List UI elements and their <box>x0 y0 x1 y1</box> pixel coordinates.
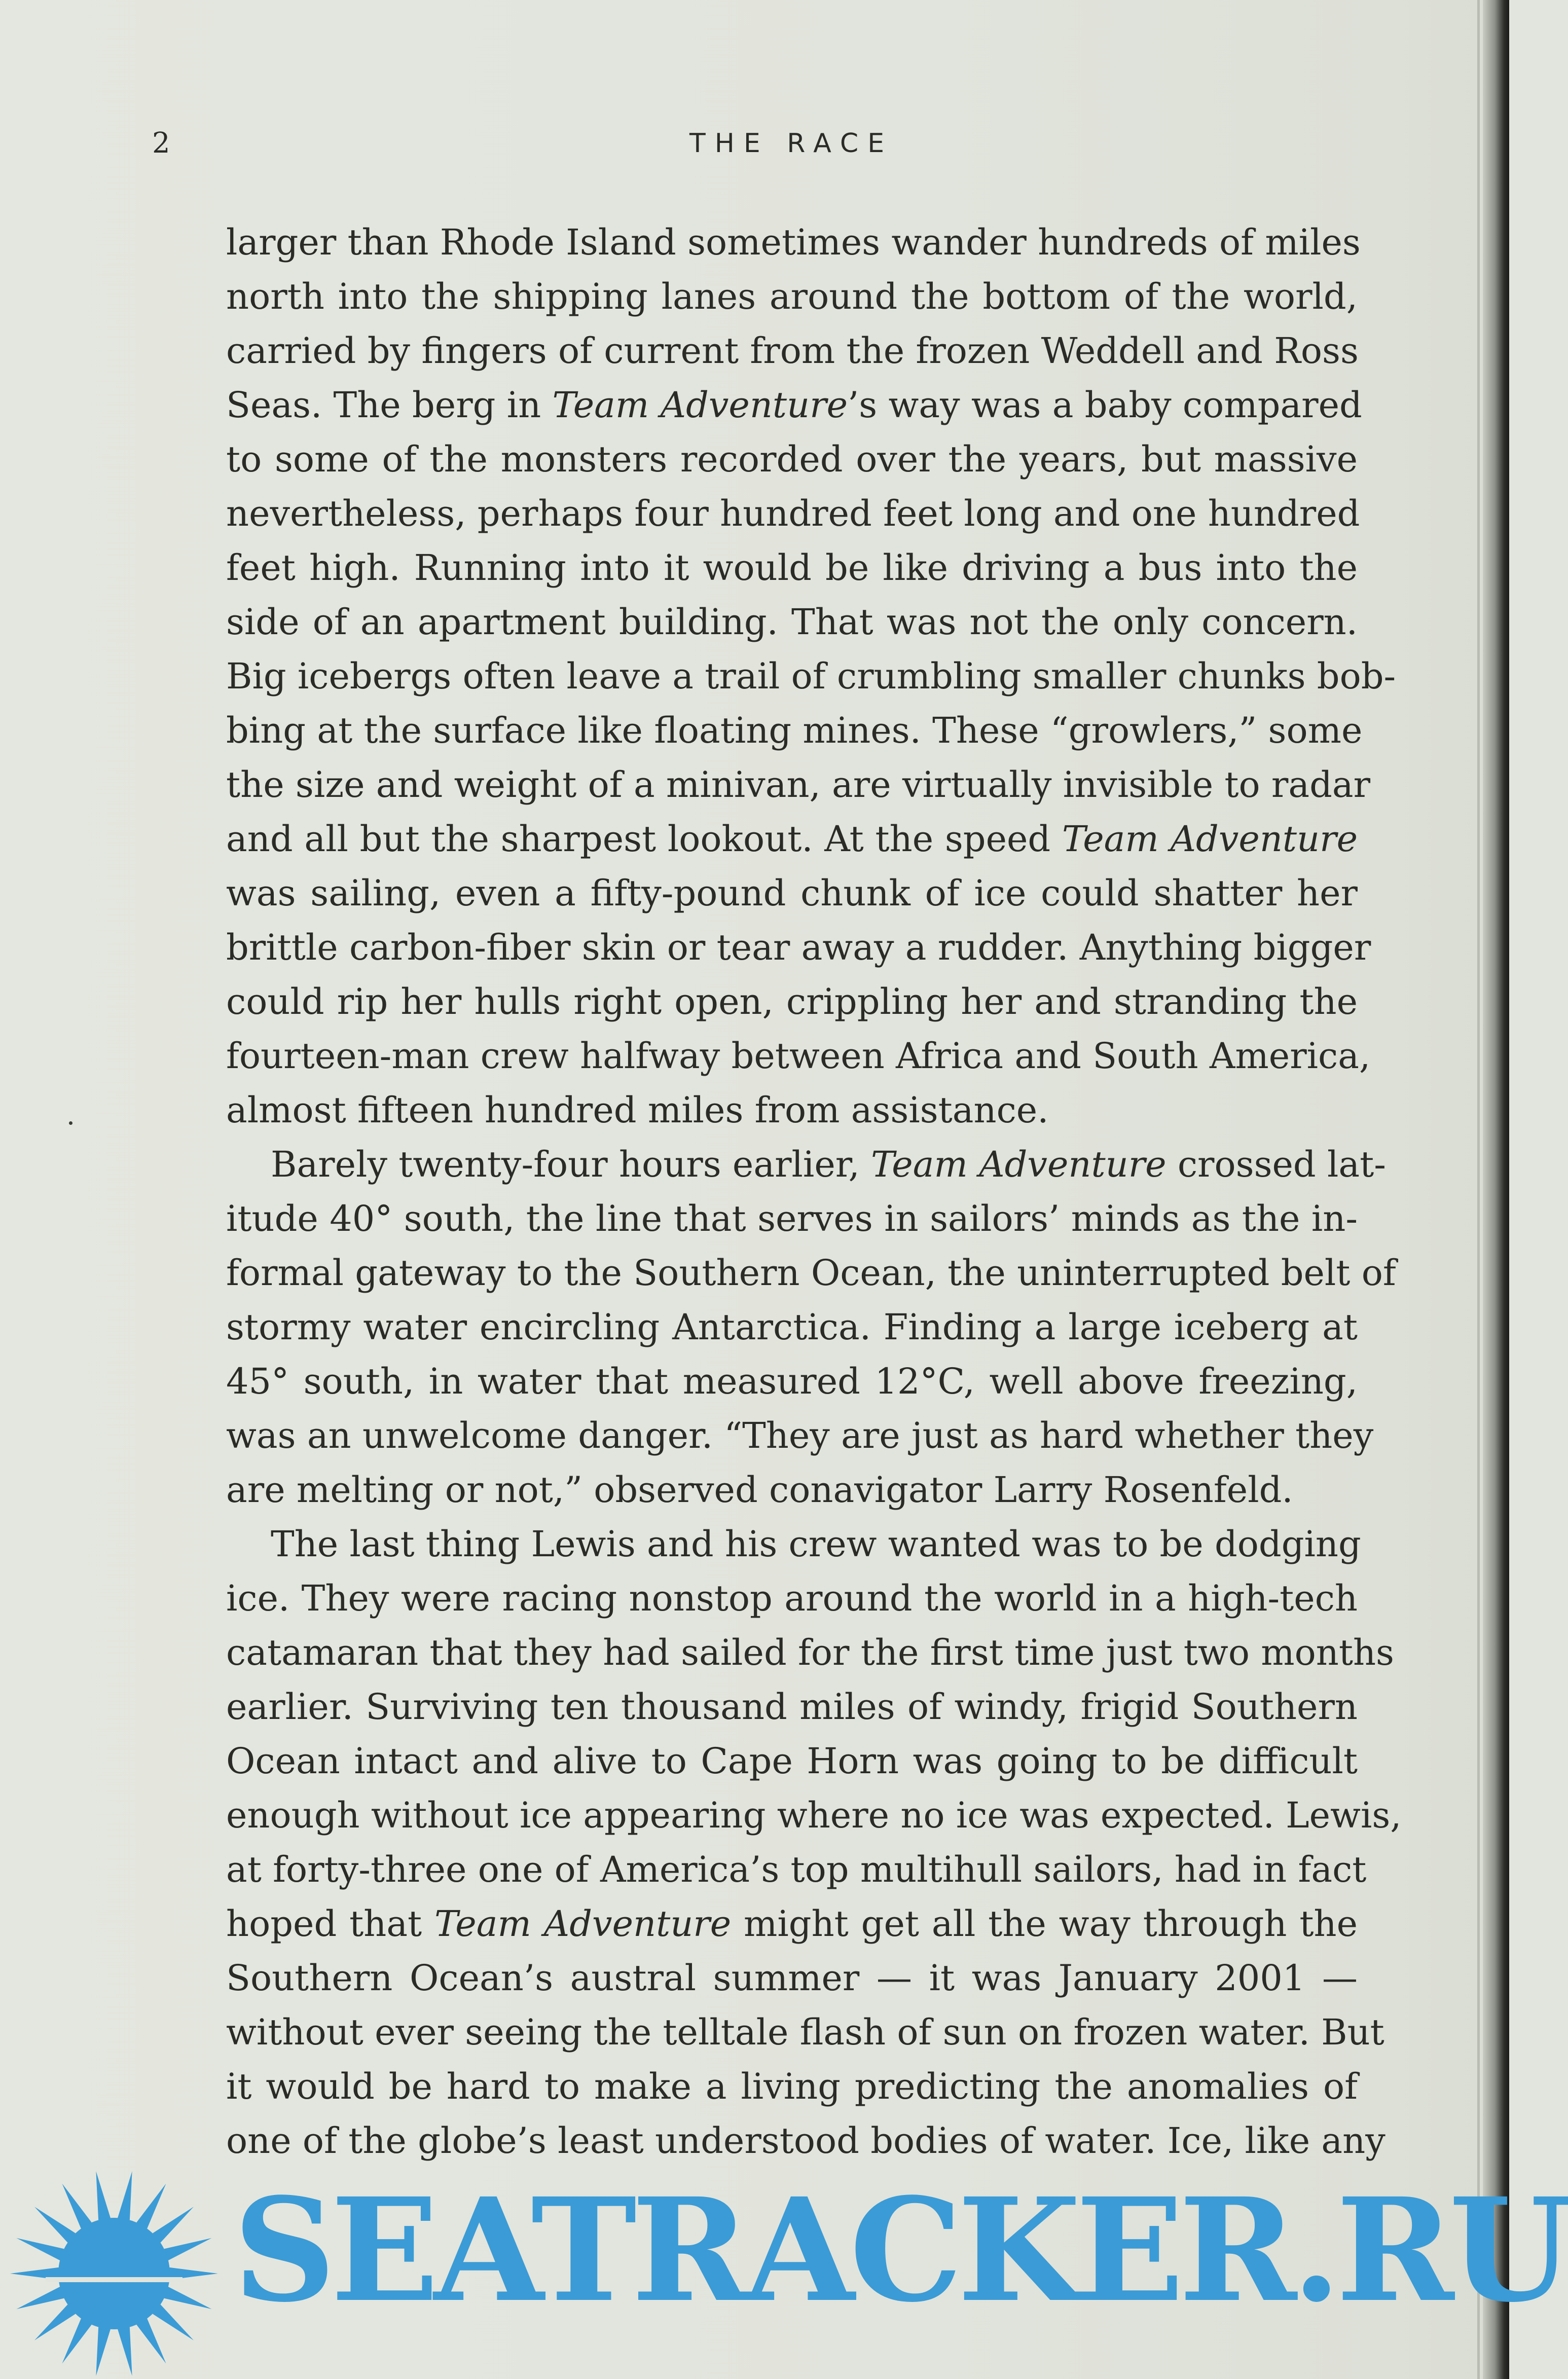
text-run: one of the globe’s least understood bodies of water. Ice, like any <box>226 2120 1385 2162</box>
italic-text: Team Adventure <box>552 384 848 426</box>
text-run: it would be hard to make a living predicting the anomalies of <box>226 2066 1358 2107</box>
text-run: to some of the monsters recorded over the years, but massive <box>226 438 1358 480</box>
sun-ray <box>164 2287 212 2309</box>
text-line <box>226 649 1396 704</box>
watermark <box>0 2149 1568 2379</box>
text-line <box>226 432 1358 487</box>
italic-text: Team Adventure <box>434 1903 732 1945</box>
text-run: Ocean intact and alive to Cape Horn was going to be difficult <box>226 1740 1358 1782</box>
text-run: Barely twenty-four hours earlier, <box>271 1144 871 1185</box>
sun-ray <box>62 2183 92 2228</box>
text-line <box>226 1192 1358 1246</box>
text-run: brittle carbon-fiber skin or tear away a rudder. Anything bigger <box>226 927 1371 968</box>
text-line <box>226 595 1358 649</box>
text-line <box>226 215 1361 270</box>
text-line <box>226 1517 1361 1571</box>
sun-ray <box>96 2327 111 2376</box>
text-line <box>226 2005 1384 2060</box>
text-line <box>226 1897 1358 1951</box>
text-line <box>226 866 1358 921</box>
text-line <box>226 758 1371 812</box>
text-line <box>226 324 1358 378</box>
text-run: crossed lat- <box>1166 1144 1386 1185</box>
sun-ray <box>164 2238 212 2260</box>
text-run: almost fifteen hundred miles from assistance. <box>226 1089 1049 1131</box>
text-run: enough without ice appearing where no ice was expected. Lewis, <box>226 1795 1402 1836</box>
text-run: itude 40° south, the line that serves in sailors’ minds as the in- <box>226 1198 1358 1239</box>
italic-text: Team Adventure <box>1062 818 1358 860</box>
sun-ray <box>16 2287 64 2309</box>
text-line <box>226 487 1358 541</box>
sun-ray <box>136 2183 166 2228</box>
sun-ray <box>136 2319 166 2364</box>
text-run: stormy water encircling Antarctica. Finding a large iceberg at <box>226 1306 1358 1348</box>
text-run: bing at the surface like floating mines. These “growlers,” some <box>226 710 1363 751</box>
text-run: larger than Rhode Island sometimes wander hundreds of miles <box>226 222 1361 263</box>
sun-ray <box>16 2238 64 2260</box>
watermark-text: SEATRACKER.RU <box>233 2167 1568 2334</box>
text-run: fourteen-man crew halfway between Africa and South America, <box>226 1035 1371 1077</box>
text-line <box>226 1138 1386 1192</box>
sun-ray <box>153 2207 194 2243</box>
text-run: without ever seeing the telltale flash of sun on frozen water. But <box>226 2011 1384 2053</box>
text-run: The last thing Lewis and his crew wanted was to be dodging <box>271 1523 1361 1565</box>
text-run: Southern Ocean’s austral summer — it was January 2001 — <box>226 1957 1358 1999</box>
page-number: 2 <box>152 127 171 160</box>
sun-ray <box>118 2171 132 2220</box>
text-line <box>226 1409 1374 1463</box>
sun-ray <box>34 2304 76 2340</box>
page-header <box>0 121 1509 166</box>
text-run: ’s way was a baby compared <box>848 384 1362 426</box>
text-run: carried by fingers of current from the frozen Weddell and Ross <box>226 330 1359 372</box>
text-run: catamaran that they had sailed for the first time just two months <box>226 1632 1394 1673</box>
text-line <box>226 270 1358 324</box>
text-line <box>226 1083 1358 1138</box>
text-run: might get all the way through the <box>731 1903 1358 1945</box>
sun-ray <box>34 2207 76 2243</box>
text-line <box>226 2060 1358 2114</box>
text-run: ice. They were racing nonstop around the world in a high-tech <box>226 1578 1358 1619</box>
text-run: side of an apartment building. That was not the only concern. <box>226 601 1358 643</box>
running-head: THE RACE <box>689 128 894 159</box>
text-line <box>226 1029 1371 1083</box>
text-line <box>226 921 1371 975</box>
text-run: was an unwelcome danger. “They are just as hard whether they <box>226 1415 1374 1456</box>
book-binding-edge <box>1483 0 1509 2379</box>
sun-ray <box>62 2319 92 2364</box>
text-line <box>226 378 1362 432</box>
text-run: feet high. Running into it would be like driving a bus into the <box>226 547 1358 589</box>
binding-line <box>1477 0 1480 2379</box>
text-run: at forty-three one of America’s top multihull sailors, had in fact <box>226 1849 1367 1890</box>
text-line <box>226 1246 1396 1300</box>
text-run: hoped that <box>226 1903 435 1945</box>
stray-mark <box>69 1121 72 1125</box>
text-line <box>226 1843 1367 1897</box>
text-line <box>226 1355 1358 1409</box>
text-line <box>226 1734 1358 1788</box>
sun-ray <box>153 2304 194 2340</box>
text-line <box>226 1680 1358 1734</box>
body-text <box>226 215 1402 2168</box>
sun-ray <box>118 2327 132 2376</box>
text-line <box>226 1951 1358 2005</box>
text-line <box>226 704 1363 758</box>
text-run: 45° south, in water that measured 12°C, well above freezing, <box>226 1361 1358 1402</box>
text-line <box>226 1571 1358 1626</box>
italic-text: Team Adventure <box>871 1144 1166 1185</box>
sun-ray <box>96 2171 111 2220</box>
text-line <box>226 541 1358 595</box>
text-line <box>226 1788 1402 1843</box>
text-run: north into the shipping lanes around the bottom of the world, <box>226 276 1358 317</box>
text-line <box>226 1463 1358 1517</box>
text-run: could rip her hulls right open, crippling her and stranding the <box>226 981 1358 1022</box>
text-line <box>226 1300 1358 1355</box>
text-run: nevertheless, perhaps four hundred feet long and one hundred <box>226 493 1360 534</box>
text-run: are melting or not,” observed conavigator Larry Rosenfeld. <box>226 1469 1293 1511</box>
text-run: was sailing, even a fifty-pound chunk of ice could shatter her <box>226 872 1358 914</box>
sun-icon <box>0 2149 228 2372</box>
text-line <box>226 812 1358 866</box>
text-line <box>226 975 1358 1029</box>
text-run: Seas. The berg in <box>226 384 553 426</box>
text-run: formal gateway to the Southern Ocean, the uninterrupted belt of <box>226 1252 1396 1294</box>
text-run: the size and weight of a minivan, are virtually invisible to radar <box>226 764 1371 806</box>
text-run: Big icebergs often leave a trail of crumbling smaller chunks bob- <box>226 655 1396 697</box>
text-run: and all but the sharpest lookout. At the speed <box>226 818 1062 860</box>
text-line <box>226 1626 1394 1680</box>
text-run: earlier. Surviving ten thousand miles of windy, frigid Southern <box>226 1686 1358 1728</box>
